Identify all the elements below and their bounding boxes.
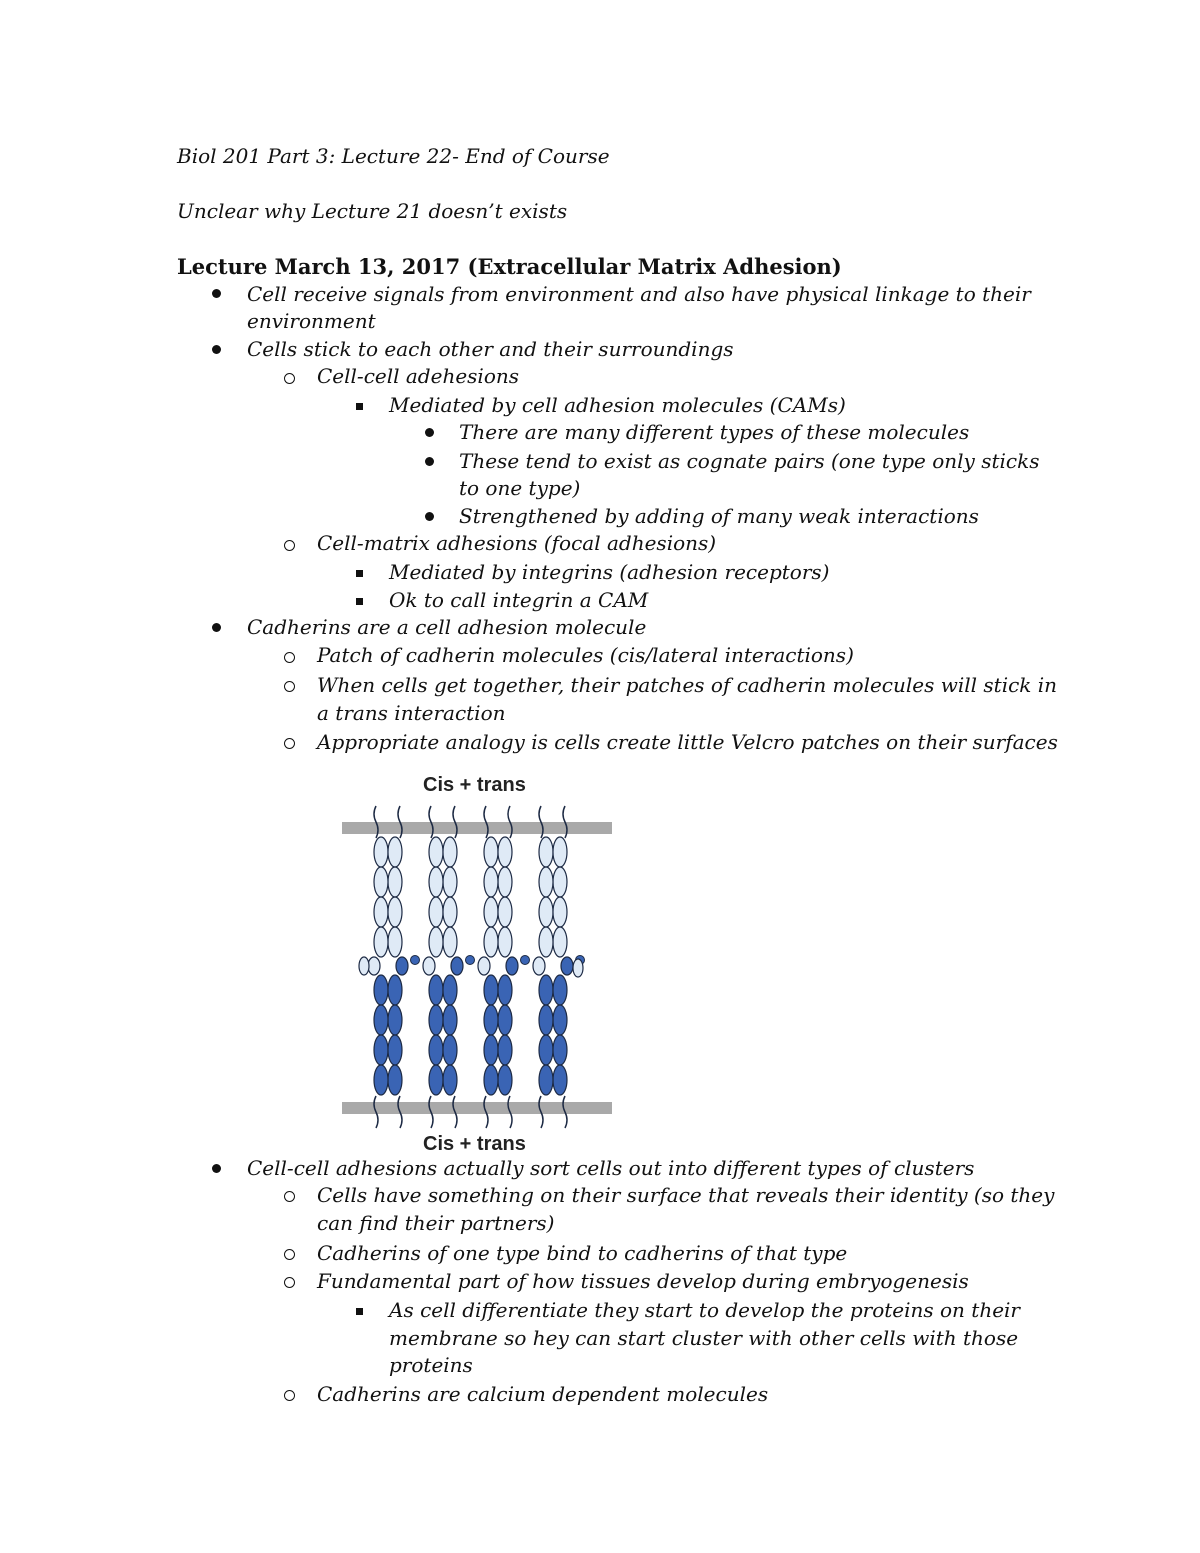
ec-domain-light <box>374 897 388 927</box>
ec-domain-dark <box>388 975 402 1005</box>
ec-domain-dark <box>553 1065 567 1095</box>
ec-domain-dark <box>374 1005 388 1035</box>
ec-domain-light <box>388 837 402 867</box>
ec-domain-light <box>484 867 498 897</box>
document-title: Biol 201 Part 3: Lecture 22- End of Course <box>177 144 610 168</box>
ec-domain-light <box>484 927 498 957</box>
ec-domain-light <box>443 867 457 897</box>
bullet <box>212 623 221 632</box>
ec1-domain <box>561 957 573 975</box>
ec1-domain <box>506 957 518 975</box>
bullet <box>425 428 434 437</box>
ec-domain-light <box>553 867 567 897</box>
circle-bullet <box>284 373 295 384</box>
ec1-domain <box>396 957 408 975</box>
ec-domain-light <box>388 867 402 897</box>
square-bullet <box>356 570 363 577</box>
ec-domain-dark <box>443 1065 457 1095</box>
list-item-cont: environment <box>247 309 376 333</box>
ec-domain-light <box>553 927 567 957</box>
ec-domain-light <box>484 837 498 867</box>
ec-domain-dark <box>443 1035 457 1065</box>
ec-domain-light <box>374 867 388 897</box>
list-item: Ok to call integrin a CAM <box>389 588 649 612</box>
ec-domain-edge <box>359 957 369 975</box>
ec-domain-dark <box>429 1005 443 1035</box>
ec-domain-edge <box>573 959 583 977</box>
list-item-cont: a trans interaction <box>317 701 506 725</box>
circle-bullet <box>284 540 295 551</box>
ec-domain-light <box>539 837 553 867</box>
ec-domain-light <box>539 927 553 957</box>
calcium-site <box>411 956 420 965</box>
calcium-site <box>466 956 475 965</box>
list-item: Cells have something on their surface that reveals their identity (so they <box>317 1183 1055 1207</box>
ec-domain-light <box>388 927 402 957</box>
list-item: Cadherins are a cell adhesion molecule <box>247 615 647 639</box>
ec-domain-dark <box>388 1065 402 1095</box>
ec-domain-dark <box>429 1065 443 1095</box>
ec-domain-dark <box>553 975 567 1005</box>
ec-domain-light <box>443 927 457 957</box>
ec-domain-dark <box>553 1035 567 1065</box>
ec-domain-light <box>388 897 402 927</box>
ec-domain-dark <box>429 975 443 1005</box>
ec-domain-dark <box>429 1035 443 1065</box>
bullet <box>212 345 221 354</box>
ec-domain-light <box>374 927 388 957</box>
ec-domain-light <box>374 837 388 867</box>
ec-domain-light <box>539 867 553 897</box>
bullet <box>425 457 434 466</box>
ec1-domain <box>368 957 380 975</box>
list-item-cont: can find their partners) <box>317 1211 555 1235</box>
list-item: Cells stick to each other and their surroundings <box>247 337 734 361</box>
ec-domain-light <box>443 837 457 867</box>
circle-bullet <box>284 652 295 663</box>
list-item: There are many different types of these molecules <box>459 420 970 444</box>
bullet <box>212 289 221 298</box>
ec-domain-dark <box>484 1065 498 1095</box>
ec-domain-light <box>498 867 512 897</box>
list-item: Cell receive signals from environment and also have physical linkage to their <box>247 282 1031 306</box>
cadherin-diagram <box>330 800 630 1135</box>
square-bullet <box>356 1308 363 1315</box>
ec-domain-light <box>484 897 498 927</box>
circle-bullet <box>284 1249 295 1260</box>
list-item: These tend to exist as cognate pairs (one type only sticks <box>459 449 1040 473</box>
list-item: Mediated by integrins (adhesion receptors) <box>389 560 830 584</box>
ec-domain-light <box>498 837 512 867</box>
circle-bullet <box>284 681 295 692</box>
list-item-cont: to one type) <box>459 476 581 500</box>
list-item: Cell-cell adhesions actually sort cells out into different types of clusters <box>247 1156 975 1180</box>
figure-top-label: Cis + trans <box>423 774 526 796</box>
circle-bullet <box>284 738 295 749</box>
ec-domain-dark <box>498 975 512 1005</box>
ec-domain-light <box>553 837 567 867</box>
ec1-domain <box>533 957 545 975</box>
circle-bullet <box>284 1390 295 1401</box>
square-bullet <box>356 598 363 605</box>
bullet <box>425 512 434 521</box>
ec-domain-dark <box>553 1005 567 1035</box>
ec-domain-dark <box>374 1035 388 1065</box>
list-item: Cadherins are calcium dependent molecules <box>317 1382 769 1406</box>
ec-domain-light <box>429 837 443 867</box>
list-item: Cell-matrix adhesions (focal adhesions) <box>317 531 717 555</box>
ec1-domain <box>478 957 490 975</box>
ec-domain-light <box>429 867 443 897</box>
ec-domain-dark <box>539 975 553 1005</box>
ec-domain-light <box>429 927 443 957</box>
ec-domain-light <box>443 897 457 927</box>
ec1-domain <box>451 957 463 975</box>
ec-domain-dark <box>539 1035 553 1065</box>
ec-domain-dark <box>498 1065 512 1095</box>
list-item: When cells get together, their patches of cadherin molecules will stick in <box>317 673 1058 697</box>
ec-domain-dark <box>443 975 457 1005</box>
list-item: Fundamental part of how tissues develop during embryogenesis <box>317 1269 969 1293</box>
list-item: Mediated by cell adhesion molecules (CAMs) <box>389 393 846 417</box>
ec-domain-dark <box>484 1005 498 1035</box>
note: Unclear why Lecture 21 doesn’t exists <box>177 199 568 223</box>
figure-bottom-label: Cis + trans <box>423 1133 526 1155</box>
ec-domain-light <box>539 897 553 927</box>
list-item: Cadherins of one type bind to cadherins of that type <box>317 1241 848 1265</box>
ec-domain-dark <box>498 1035 512 1065</box>
ec-domain-light <box>498 897 512 927</box>
list-item: As cell differentiate they start to develop the proteins on their <box>389 1298 1020 1322</box>
ec-domain-dark <box>484 1035 498 1065</box>
ec-domain-dark <box>388 1035 402 1065</box>
bottom-membrane <box>342 1102 612 1114</box>
circle-bullet <box>284 1191 295 1202</box>
bullet <box>212 1164 221 1173</box>
ec-domain-light <box>429 897 443 927</box>
top-membrane <box>342 822 612 834</box>
list-item-cont: proteins <box>389 1353 473 1377</box>
lecture-heading: Lecture March 13, 2017 (Extracellular Matrix Adhesion) <box>177 254 842 279</box>
list-item-cont: membrane so hey can start cluster with other cells with those <box>389 1326 1019 1350</box>
circle-bullet <box>284 1277 295 1288</box>
ec-domain-light <box>553 897 567 927</box>
ec-domain-dark <box>388 1005 402 1035</box>
ec-domain-dark <box>484 975 498 1005</box>
ec-domain-dark <box>374 1065 388 1095</box>
ec-domain-dark <box>498 1005 512 1035</box>
square-bullet <box>356 403 363 410</box>
list-item: Appropriate analogy is cells create little Velcro patches on their surfaces <box>317 730 1058 754</box>
list-item: Strengthened by adding of many weak interactions <box>459 504 979 528</box>
ec-domain-light <box>498 927 512 957</box>
list-item: Cell-cell adehesions <box>317 364 520 388</box>
ec-domain-dark <box>443 1005 457 1035</box>
ec1-domain <box>423 957 435 975</box>
ec-domain-dark <box>539 1065 553 1095</box>
ec-domain-dark <box>539 1005 553 1035</box>
ec-domain-dark <box>374 975 388 1005</box>
list-item: Patch of cadherin molecules (cis/lateral interactions) <box>317 643 854 667</box>
calcium-site <box>521 956 530 965</box>
